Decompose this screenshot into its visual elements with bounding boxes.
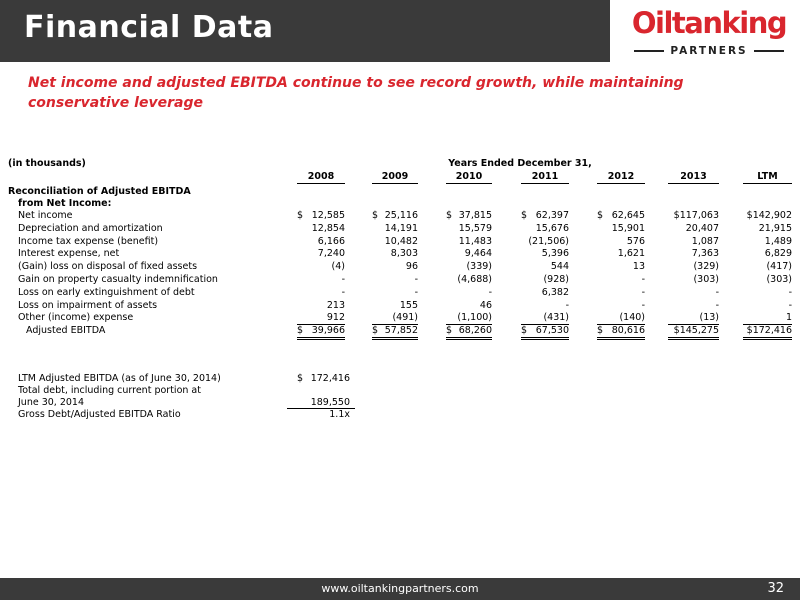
table-cell: 155 [399,299,418,311]
dollar-sign: $ [521,210,528,221]
total-double-underline [446,339,492,340]
logo-rule-left [634,50,664,52]
table-cell: (491) [392,312,418,324]
table-cell: 6,166 [317,235,345,247]
table-cell: 25,116 [384,210,418,221]
dollar-sign: $ [297,210,304,221]
table-row-label: Depreciation and amortization [18,222,163,234]
table-cell: 62,397 [535,210,569,221]
table-cell: - [641,299,645,311]
ltm-ebitda-label: LTM Adjusted EBITDA (as of June 30, 2014) [18,373,221,384]
table-cell: - [715,299,719,311]
ltm-ebitda-value: 172,416 [310,373,350,384]
logo-subline [624,44,794,58]
ratio-value: 1.1x [329,409,350,420]
total-debt-value: 189,550 [310,397,350,408]
dollar-sign: $ [297,373,304,384]
table-row-label: Income tax expense (benefit) [18,235,159,247]
total-cell: $172,416 [746,325,792,337]
column-header: 2013 [680,171,707,182]
column-header-underline [446,183,492,184]
table-cell: 5,396 [541,248,569,260]
table-cell: $117,063 [673,210,719,221]
column-header-underline [597,183,645,184]
logo-wordmark: Oiltanking [631,6,787,40]
total-double-underline [668,337,719,338]
table-cell: 7,240 [317,248,345,260]
table-cell: - [641,274,645,285]
table-cell: 6,829 [764,248,792,260]
table-cell: - [641,286,645,298]
total-double-underline [521,339,569,340]
table-row-label: Loss on impairment of assets [18,299,158,311]
total-double-underline [446,337,492,338]
table-cell: 10,482 [384,235,418,247]
total-double-underline [372,339,418,340]
column-header-underline [372,183,418,184]
section-subtitle: from Net Income: [18,198,112,209]
ratio-label: Gross Debt/Adjusted EBITDA Ratio [18,409,181,420]
table-cell: 15,901 [611,222,645,234]
table-cell: 21,915 [758,222,792,234]
table-cell: (928) [543,274,569,285]
total-double-underline [597,337,645,338]
title-bar [0,0,610,62]
table-cell: 1,621 [617,248,645,260]
table-cell: (4) [331,261,345,273]
table-cell: 7,363 [691,248,719,260]
total-cell: $145,275 [673,325,719,337]
table-cell: (13) [699,312,719,324]
total-double-underline [372,337,418,338]
table-row-label: Other (income) expense [18,312,134,324]
table-cell: - [788,299,792,311]
footer-bar [0,578,800,600]
table-cell: 6,382 [541,286,569,298]
table-row-label: Net income [18,210,73,221]
table-cell: 14,191 [384,222,418,234]
unit-label: (in thousands) [8,158,86,169]
dollar-sign: $ [372,325,379,337]
dollar-sign: $ [446,210,453,221]
total-double-underline [297,337,345,338]
total-cell: 57,852 [384,325,418,337]
table-cell: - [341,274,345,285]
dollar-sign: $ [446,325,453,337]
table-cell: (21,506) [528,235,569,247]
table-row-label: (Gain) loss on disposal of fixed assets [18,261,198,273]
table-cell: (431) [543,312,569,324]
total-debt-label: Total debt, including current portion at [18,385,201,396]
table-cell: - [788,286,792,298]
table-cell: 11,483 [458,235,492,247]
table-cell: (417) [766,261,792,273]
total-cell: 80,616 [611,325,645,337]
logo-subtext: PARTNERS [670,45,748,57]
table-cell: - [341,286,345,298]
table-cell: - [414,286,418,298]
table-cell: - [565,299,569,311]
table-cell: (140) [619,312,645,324]
table-cell: 20,407 [685,222,719,234]
page-number: 32 [767,581,784,596]
table-cell: 15,676 [535,222,569,234]
period-header: Years Ended December 31, [448,158,592,169]
table-cell: 12,585 [311,210,345,221]
logo-rule-right [754,50,784,52]
total-double-underline [297,339,345,340]
total-cell: 39,966 [311,325,345,337]
table-cell: 15,579 [458,222,492,234]
column-header: 2012 [607,171,635,182]
table-cell: 12,854 [311,222,345,234]
dollar-sign: $ [297,325,304,337]
total-double-underline [743,339,792,340]
total-debt-label-date: June 30, 2014 [18,397,85,408]
total-double-underline [521,337,569,338]
slide-subtitle: Net income and adjusted EBITDA continue to see record growth, while maintaining conservative leverage [28,75,684,111]
table-cell: (1,100) [457,312,492,324]
table-cell: 8,303 [390,248,418,260]
total-double-underline [668,339,719,340]
column-header-underline [743,183,792,184]
table-cell: (4,688) [457,274,492,285]
footer-url: www.oiltankingpartners.com [321,582,479,595]
column-header: 2008 [307,171,335,182]
column-header-underline [297,183,345,184]
table-cell: 213 [326,299,345,311]
table-cell: 13 [632,261,645,273]
table-cell: 1,489 [764,235,792,247]
table-cell: (329) [693,261,719,273]
table-row-label: Gain on property casualty indemnification [18,274,218,285]
dollar-sign: $ [372,210,379,221]
page-title: Financial Data [24,10,274,45]
dollar-sign: $ [597,325,604,337]
table-cell: 9,464 [464,248,492,260]
dollar-sign: $ [521,325,528,337]
column-header: LTM [757,171,778,182]
column-header: 2010 [455,171,483,182]
company-logo [624,6,794,62]
column-header-underline [521,183,569,184]
table-cell: 62,645 [611,210,645,221]
table-cell: - [715,286,719,298]
table-row-label: Interest expense, net [18,248,120,260]
table-cell: 576 [626,235,645,247]
table-cell: 544 [550,261,569,273]
total-cell: 68,260 [458,325,492,337]
table-cell: - [414,274,418,285]
total-label: Adjusted EBITDA [26,325,106,337]
table-cell: 96 [405,261,418,273]
section-title: Reconciliation of Adjusted EBITDA [8,186,191,197]
table-cell: (339) [466,261,492,273]
table-cell: 37,815 [458,210,492,221]
column-header: 2009 [381,171,409,182]
table-row-label: Loss on early extinguishment of debt [18,286,195,298]
table-cell: 1,087 [691,235,719,247]
dollar-sign: $ [597,210,604,221]
total-double-underline [743,337,792,338]
table-cell: (303) [693,274,719,285]
table-cell: 912 [326,312,345,324]
total-double-underline [597,339,645,340]
column-header-underline [668,183,719,184]
table-cell: 1 [785,312,792,324]
table-cell: - [488,286,492,298]
table-cell: (303) [766,274,792,285]
table-cell: $142,902 [746,210,792,221]
total-cell: 67,530 [535,325,569,337]
table-cell: 46 [479,299,492,311]
column-header: 2011 [531,171,559,182]
